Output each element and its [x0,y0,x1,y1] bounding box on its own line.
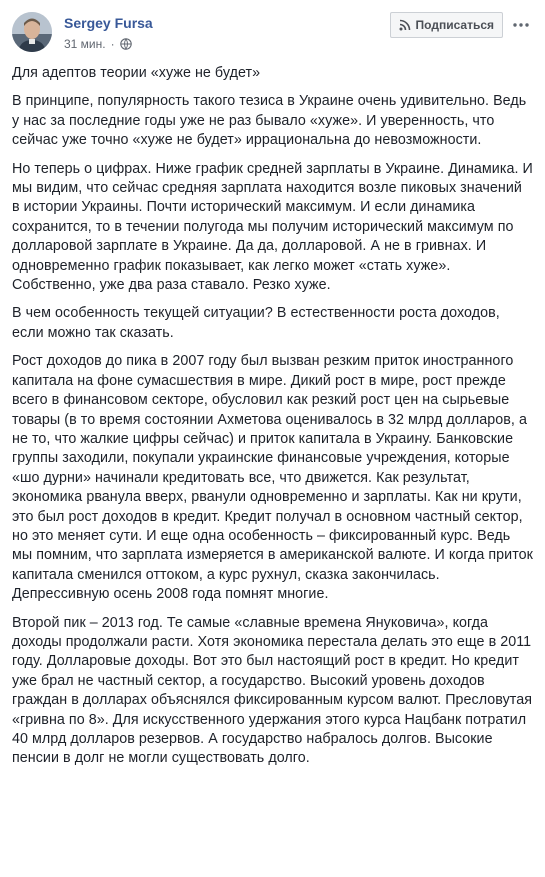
globe-icon[interactable] [120,38,132,50]
post-meta [64,12,390,52]
more-icon[interactable] [509,13,533,37]
post-actions [390,12,533,38]
post-paragraph: В чем особенность текущей ситуации? В естественности роста доходов, если можно так сказать. [12,305,500,341]
rss-icon [399,19,411,31]
subscribe-label: Подписаться [415,18,494,32]
post-text [12,64,533,769]
post-subline [64,36,390,52]
post-paragraph: Но теперь о цифрах. Ниже график средней зарплаты в Украине. Динамика. И мы видим, что сейчас средняя зарплата находится возле пиковых значений в истории Украины. Почти исторический максимум. И если динамика сохранится, то в течении полугода мы получим исторический максимум по долларовой зарплате в Украине. Да да, долларовой. А не в гривнах. И одновременно график показывает, как легко может «стать хуже». Собственно, уже два раза ставало. Резко хуже. [12,160,533,294]
post-header [12,12,533,56]
subscribe-button[interactable] [390,12,503,38]
meta-separator: · [110,37,115,51]
avatar-image [12,12,52,52]
post-paragraph-title: Для адептов теории «хуже не будет» [12,65,261,81]
post-timestamp[interactable]: 31 мин. [64,37,106,51]
author-avatar[interactable] [12,12,52,52]
post-paragraph: Второй пик – 2013 год. Те самые «славные времена Януковича», когда доходы продолжали расти. Хотя экономика перестала делать это еще в 2011 году. Долларовые доходы. Вот это был настоящий рост в кредит. Но кредит уже брал не частный сектор, а государство. Высокий уровень доходов граждан в долларах объяснялся фиксированным курсом валют. Пресловутая «гривна по 8». Для искусственного удержания этого курса Нацбанк потратил 40 млрд долларов резервов. А государство набралось долгов. Высокие пенсии в долг не могли существовать долго. [12,614,533,767]
post-paragraph: В принципе, популярность такого тезиса в Украине очень удивительно. Ведь у нас за последние годы уже не раз бывало «хуже». И уверенность, что сейчас уже точно «хуже не будет» иррациональна до невозможности. [12,93,527,149]
post-paragraph: Рост доходов до пика в 2007 году был вызван резким приток иностранного капитала на фоне сумасшествия в мире. Дикий рост в мире, рост прежде всего в финансовом секторе, обусловил как резкий рост цен на сырьевые товары (в то время состоянии Ахметова оценивалось в 32 млрд долларов, а не то, что жалкие цифры сейчас) и приток капитала в Украину. Банковские группы заходили, покупали украинские финансовые учреждения, которые «шо дурни» начинали кредитовать все, что движется. Как результат, экономика рванула вверх, рванули одновременно и зарплаты. Как ни крути, это был рост доходов в кредит. Кредит получал в основном частный сектор, но это меняет сути. И еще одна особенность – фиксированный курс. Ведь мы помним, что зарплата измеряется в американской валюте. И когда приток капитала сменился оттоком, а курс рухнул, сказка закончилась. Депрессивную осень 2008 года помнят многие. [12,353,533,603]
author-name[interactable]: Sergey Fursa [64,15,153,31]
